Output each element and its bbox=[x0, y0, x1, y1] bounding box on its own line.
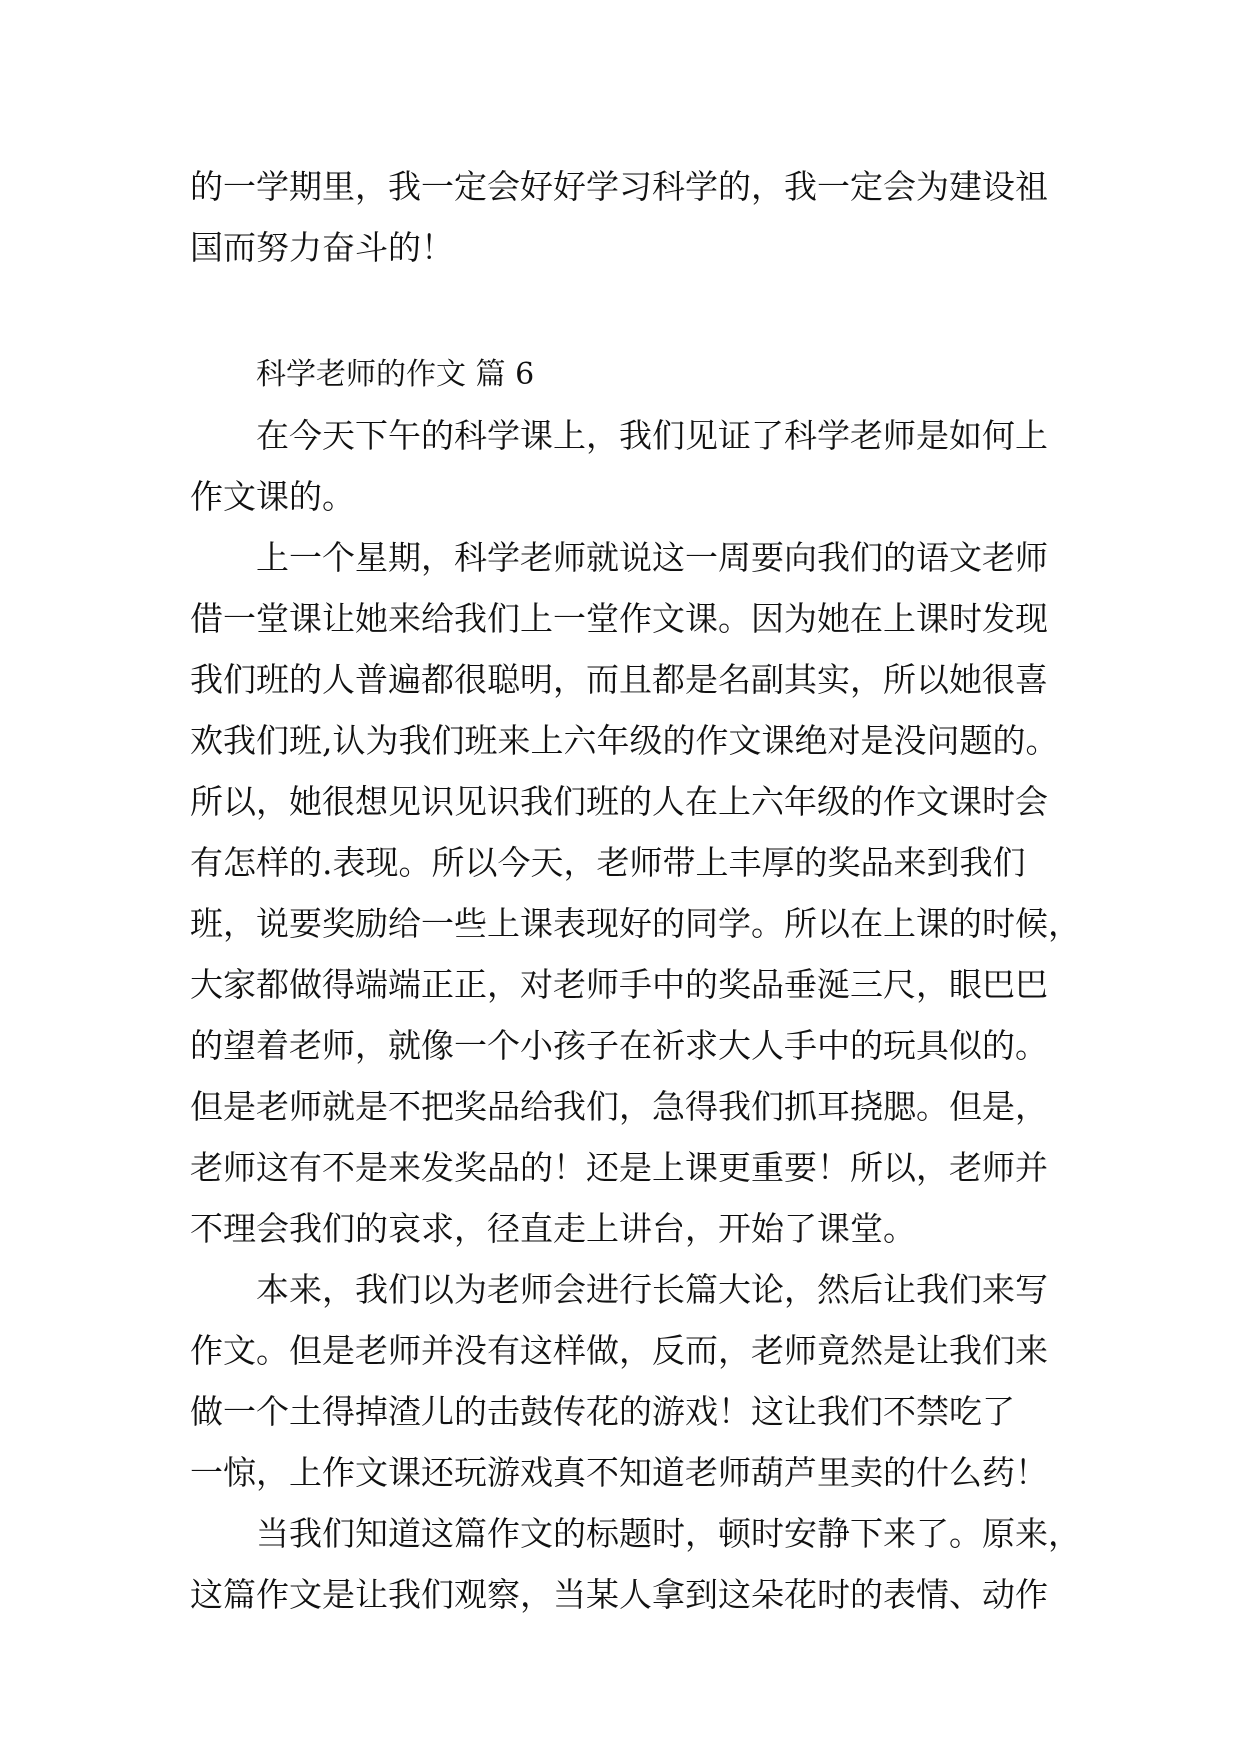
text-line: 当我们知道这篇作文的标题时，顿时安静下来了。原来， bbox=[256, 1514, 1081, 1553]
paragraph-4 bbox=[190, 1503, 1081, 1625]
text-line: 借一堂课让她来给我们上一堂作文课。因为她在上课时发现 bbox=[190, 599, 1048, 638]
text-line: 的一学期里，我一定会好好学习科学的，我一定会为建设祖 bbox=[190, 167, 1048, 206]
continuation-paragraph bbox=[190, 156, 1050, 278]
text-line: 班，说要奖励给一些上课表现好的同学。所以在上课的时候， bbox=[190, 904, 1081, 943]
text-line: 有怎样的.表现。所以今天，老师带上丰厚的奖品来到我们 bbox=[190, 843, 1026, 882]
text-line: 但是老师就是不把奖品给我们，急得我们抓耳挠腮。但是， bbox=[190, 1087, 1048, 1126]
text-line: 上一个星期，科学老师就说这一周要向我们的语文老师 bbox=[256, 538, 1048, 577]
paragraph-2 bbox=[190, 527, 1081, 1259]
text-line: 作文。但是老师并没有这样做，反而，老师竟然是让我们来 bbox=[190, 1331, 1048, 1370]
text-line: 在今天下午的科学课上，我们见证了科学老师是如何上 bbox=[256, 416, 1048, 455]
text-line: 国而努力奋斗的！ bbox=[190, 228, 454, 267]
text-line: 一惊，上作文课还玩游戏真不知道老师葫芦里卖的什么药！ bbox=[190, 1453, 1048, 1492]
section-title: 科学老师的作文 篇 6 bbox=[256, 357, 535, 392]
text-line: 的望着老师，就像一个小孩子在祈求大人手中的玩具似的。 bbox=[190, 1026, 1048, 1065]
document-body bbox=[190, 156, 1081, 1625]
text-line: 做一个土得掉渣儿的击鼓传花的游戏！这让我们不禁吃了 bbox=[190, 1392, 1015, 1431]
text-line: 不理会我们的哀求，径直走上讲台，开始了课堂。 bbox=[190, 1209, 916, 1248]
text-line: 我们班的人普遍都很聪明，而且都是名副其实，所以她很喜 bbox=[190, 660, 1048, 699]
paragraph-1 bbox=[190, 405, 1050, 527]
text-line: 作文课的。 bbox=[190, 477, 355, 516]
text-line: 所以，她很想见识见识我们班的人在上六年级的作文课时会 bbox=[190, 782, 1048, 821]
text-line: 这篇作文是让我们观察，当某人拿到这朵花时的表情、动作 bbox=[190, 1575, 1048, 1614]
paragraph-3 bbox=[190, 1259, 1050, 1503]
section-gap bbox=[190, 278, 1050, 344]
text-line: 大家都做得端端正正，对老师手中的奖品垂涎三尺，眼巴巴 bbox=[190, 965, 1048, 1004]
text-line: 老师这有不是来发奖品的！还是上课更重要！所以，老师并 bbox=[190, 1148, 1048, 1187]
text-line: 本来，我们以为老师会进行长篇大论，然后让我们来写 bbox=[256, 1270, 1048, 1309]
text-line: 欢我们班,认为我们班来上六年级的作文课绝对是没问题的。 bbox=[190, 721, 1059, 760]
